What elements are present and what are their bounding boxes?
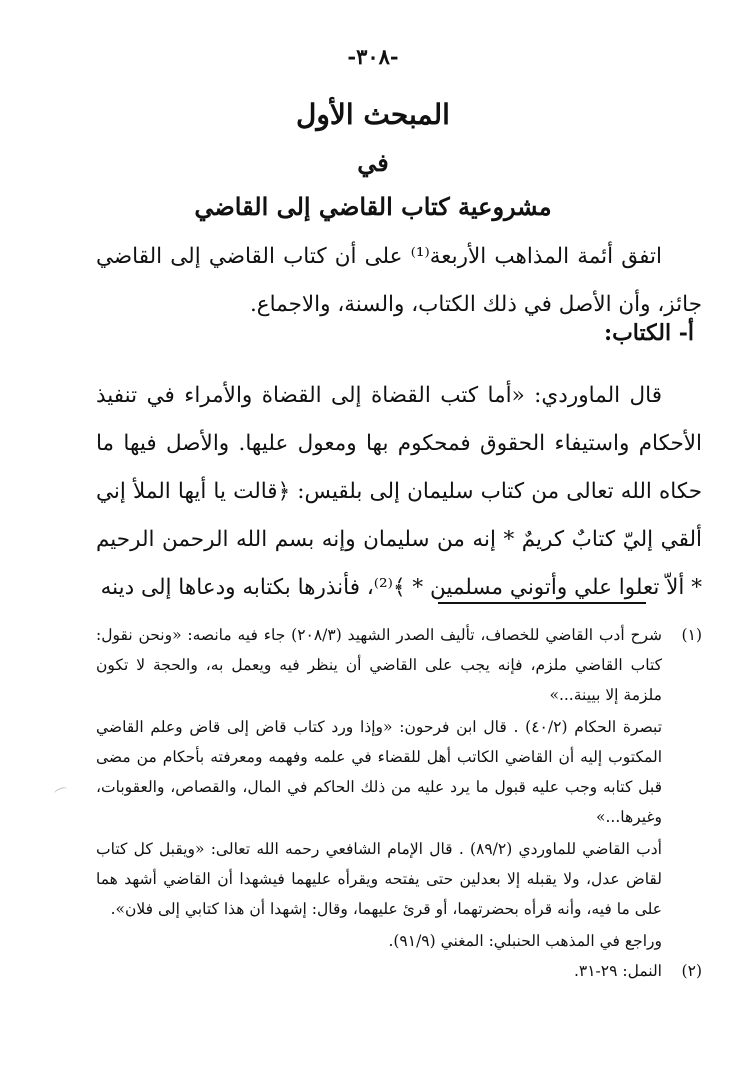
footnote-paragraph: شرح أدب القاضي للخصاف، تأليف الصدر الشهيد (٢٠٨/٣) جاء فيه مانصه: «ونحن نقول: كتاب القاضي ملزم، فإنه يجب على القاضي أن ينظر فيه ويعمل به، والحجة لا تكون ملزمة إلا بيينة...» <box>96 626 662 704</box>
margin-pencil-mark <box>53 786 69 797</box>
section-title: المبحث الأول <box>296 98 450 131</box>
footnote-2 <box>96 956 702 986</box>
footnote-number: (١) <box>681 626 702 644</box>
main-paragraph-text: قال الماوردي: «أما كتب القضاة إلى القضاة والأمراء في تنفيذ الأحكام واستيفاء الحقوق فمحكوم بها ومعول عليها. والأصل فيها ما حكاه الله تعالى من كتاب سليمان إلى بلقيس: ﴿قالت يا أيها الملأ إني ألقي إليّ كتابٌ كريمٌ * إنه من سليمان وإنه بسم الله الرحمن الرحيم * ألاّ تعلوا علي وأتوني مسلمين * ﴾⁽²⁾، فأنذرها بكتابه ودعاها إلى دينه <box>96 383 702 600</box>
footnote-paragraph: أدب القاضي للماوردي (٨٩/٢) . قال الإمام الشافعي رحمه الله تعالى: «ويقبل كل كتاب لقاض عدل، ولا يقبله إلا بعدلين حتى يفتحه ويقرأه عليهما فيشهدا أن القاضي أشهد هما على ما فيه، وأنه قرأه بحضرتهما، أو قرئ عليهما، وقال: إشهدا أن هذا كتابي إلى فلان». <box>96 840 662 918</box>
section-subject: مشروعية كتاب القاضي إلى القاضي <box>194 192 552 221</box>
footnote-number: (٢) <box>681 962 702 980</box>
intro-paragraph <box>96 233 702 329</box>
footnotes <box>96 620 702 986</box>
footnote-paragraph: تبصرة الحكام (٤٠/٢) . قال ابن فرحون: «وإذا ورد كتاب قاض إلى قاض وعلم القاضي المكتوب إليه أن القاضي الكاتب أهل للقضاء في علمه وفهمه ومعرفته بأحكام من مضى قبل كتابه وجب عليه قبول ما يرد عليه من ذلك الحاكم في المال، والقصاص، والعقوبات، وغيرها...» <box>96 718 663 826</box>
intro-paragraph-text: اتفق أئمة المذاهب الأربعة⁽¹⁾ على أن كتاب القاضي إلى القاضي جائز، وأن الأصل في ذلك الكتاب، والسنة، والاجماع. <box>96 244 702 317</box>
footnote-divider <box>438 602 646 604</box>
main-paragraph <box>96 372 702 612</box>
section-title-preposition: في <box>357 148 389 177</box>
footnote-paragraph: وراجع في المذهب الحنبلي: المغني (٩١/٩). <box>388 932 662 950</box>
subsection-label: أ- الكتاب: <box>603 320 694 346</box>
footnote-1 <box>96 620 702 956</box>
footnote-paragraph: النمل: ٢٩-٣١. <box>573 962 662 980</box>
page-number: -٣٠٨- <box>347 44 399 69</box>
